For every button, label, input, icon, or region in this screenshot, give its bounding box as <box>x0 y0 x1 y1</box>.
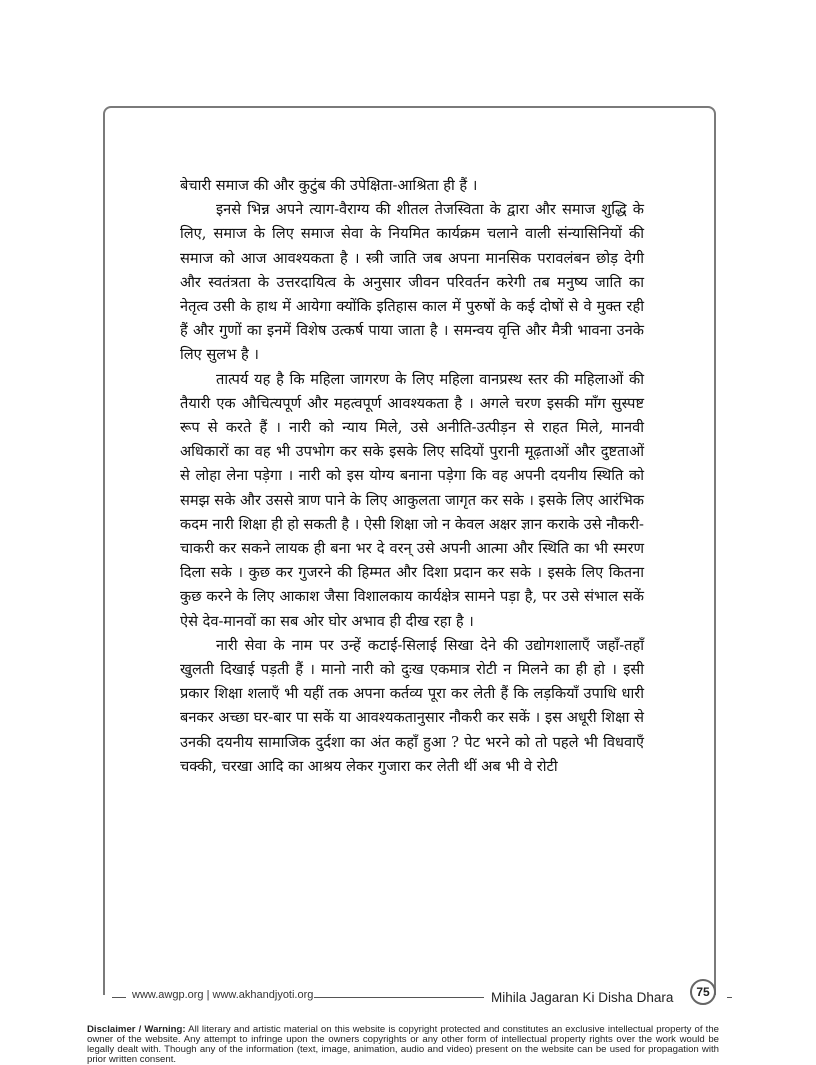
page-body <box>180 174 644 779</box>
disclaimer-text: All literary and artistic material on this website is copyright protected and constitutes an exclusive intellectual property of the owner of the website. Any attempt to infringe upon the owners copyrights or any other form of intellectual property rights over the work would be legally dealt with. Though any of the information (text, image, animation, audio and video) present on the website can be used for propagation with prior written consent. <box>87 1024 719 1065</box>
paragraph-4: नारी सेवा के नाम पर उन्हें कटाई-सिलाई सिखा देने की उद्योगशालाएँ जहाँ-तहाँ खुलती दिखाई पड़ती हैं । मानो नारी को दुःख एकमात्र रोटी न मिलने का ही हो । इसी प्रकार शिक्षा शलाएँ भी यहीं तक अपना कर्तव्य पूरा कर लेती हैं कि लड़कियाँ उपाधि धारी बनकर अच्छा घर-बार पा सकें या आवश्यकतानुसार नौकरी कर सकें । इस अधूरी शिक्षा से उनकी दयनीय सामाजिक दुर्दशा का अंत कहाँ हुआ ? पेट भरने को तो पहले भी विधवाएँ चक्की, चरखा आदि का आश्रय लेकर गुजारा कर लेती थीं अब भी वे रोटी <box>180 636 645 775</box>
footer-divider-middle <box>314 997 484 998</box>
footer-website-links[interactable]: www.awgp.org | www.akhandjyoti.org <box>132 989 314 1001</box>
paragraph-1: बेचारी समाज की और कुटुंब की उपेक्षिता-आश्रिता ही हैं । <box>180 177 478 194</box>
paragraph-2: इनसे भिन्न अपने त्याग-वैराग्य की शीतल तेजस्विता के द्वारा और समाज शुद्धि के लिए, समाज के लिए समाज सेवा के नियमित कार्यक्रम चलाने वाली संन्यासिनियों की समाज को आज आवश्यकता है । स्त्री जाति जब अपना मानसिक परावलंबन छोड़ देगी और स्वतंत्रता के उत्तरदायित्व के अनुसार जीवन परिवर्तन करेगी तब मनुष्य जाति का नेतृत्व उसी के हाथ में आयेगा क्योंकि इतिहास काल में पुरुषों के कई दोषों से वे मुक्त रही हैं और गुणों का इनमें विशेष उत्कर्ष पाया जाता है । समन्वय वृत्ति और मैत्री भावना उनके लिए सुलभ है । <box>180 201 644 364</box>
footer-book-title: Mihila Jagaran Ki Disha Dhara <box>491 990 674 1005</box>
page-number-badge: 75 <box>690 979 716 1005</box>
footer-divider-left <box>112 997 126 998</box>
disclaimer-label: Disclaimer / Warning: <box>87 1024 186 1035</box>
footer-divider-right <box>727 997 732 998</box>
paragraph-3: तात्पर्य यह है कि महिला जागरण के लिए महिला वानप्रस्थ स्तर की महिलाओं की तैयारी एक औचित्यपूर्ण और महत्वपूर्ण आवश्यकता है । अगले चरण इसकी माँग सुस्पष्ट रूप से करते हैं । नारी को न्याय मिले, उसे अनीति-उत्पीड़न से राहत मिले, मानवी अधिकारों का वह भी उपभोग कर सके इसके लिए सदियों पुरानी मूढ़ताओं और दुष्टताओं से लोहा लेना पड़ेगा । नारी को इस योग्य बनाना पड़ेगा कि वह अपनी दयनीय स्थिति को समझ सके और उससे त्राण पाने के लिए आकुलता जागृत कर सके । इसके लिए आरंभिक कदम नारी शिक्षा ही हो सकती है । ऐसी शिक्षा जो न केवल अक्षर ज्ञान कराके उसे नौकरी-चाकरी कर सकने लायक ही बना भर दे वरन् उसे अपनी आत्मा और स्थिति का भी स्मरण दिला सके । कुछ कर गुजरने की हिम्मत और दिशा प्रदान कर सके । इसके लिए कितना कुछ करने के लिए आकाश जैसा विशालकाय कार्यक्षेत्र सामने पड़ा है, पर उसे संभाल सकें ऐसे देव-मानवों का सब ओर घोर अभाव ही दीख रहा है । <box>180 370 644 630</box>
disclaimer-notice <box>87 1024 719 1065</box>
